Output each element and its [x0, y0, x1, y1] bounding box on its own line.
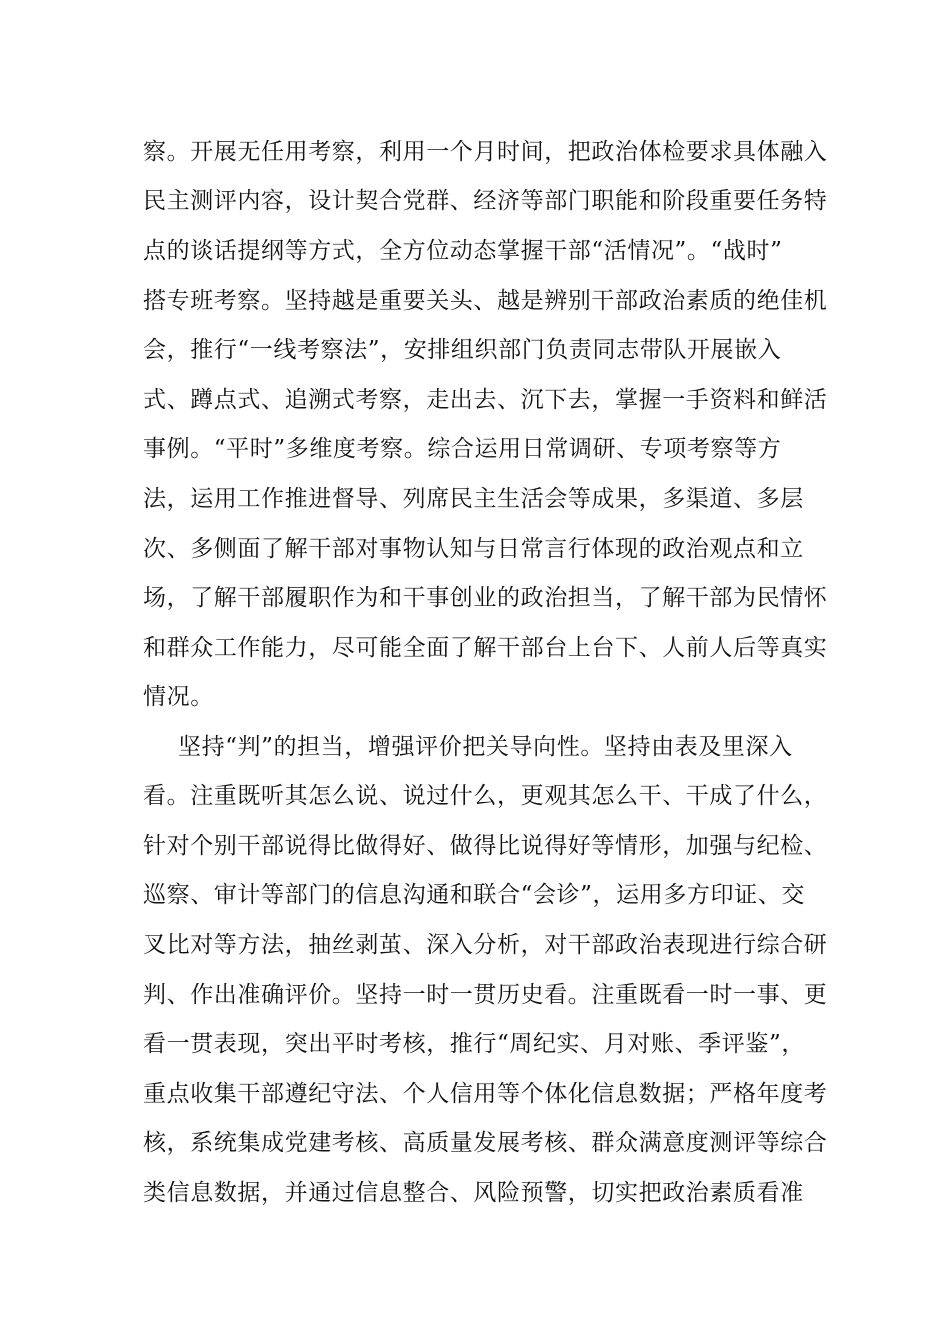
text-line: 搭专班考察。坚持越是重要关头、越是辨别干部政治素质的绝佳机 — [143, 288, 828, 314]
text-line: 叉比对等方法，抽丝剥茧、深入分析，对干部政治表现进行综合研 — [143, 932, 828, 958]
text-line: 法，运用工作推进督导、列席民主生活会等成果，多渠道、多层 — [143, 486, 804, 512]
text-line: 针对个别干部说得比做得好、做得比说得好等情形，加强与纪检、 — [143, 833, 828, 859]
text-line: 核，系统集成党建考核、高质量发展考核、群众满意度测评等综合 — [143, 1130, 828, 1156]
text-line: 看。注重既听其怎么说、说过什么，更观其怎么干、干成了什么， — [143, 783, 828, 809]
text-line: 察。开展无任用考察，利用一个月时间，把政治体检要求具体融入 — [143, 139, 828, 165]
text-line: 式、蹲点式、追溯式考察，走出去、沉下去，掌握一手资料和鲜活 — [143, 387, 828, 413]
text-line: 点的谈话提纲等方式，全方位动态掌握干部“活情况”。“战时” — [143, 238, 783, 264]
text-line: 事例。“平时”多维度考察。综合运用日常调研、专项考察等方 — [143, 436, 782, 462]
text-line: 会，推行“一线考察法”，安排组织部门负责同志带队开展嵌入 — [143, 337, 782, 363]
text-line: 巡察、审计等部门的信息沟通和联合“会诊”，运用多方印证、交 — [143, 882, 805, 908]
paragraph-first-line: 坚持“判”的担当，增强评价把关导向性。坚持由表及里深入 — [178, 734, 793, 760]
text-line: 次、多侧面了解干部对事物认知与日常言行体现的政治观点和立 — [143, 536, 804, 562]
text-line: 和群众工作能力，尽可能全面了解干部台上台下、人前人后等真实 — [143, 635, 828, 661]
text-line: 判、作出准确评价。坚持一时一贯历史看。注重既看一时一事、更 — [143, 982, 828, 1008]
text-line: 重点收集干部遵纪守法、个人信用等个体化信息数据；严格年度考 — [143, 1081, 828, 1107]
text-line: 类信息数据，并通过信息整合、风险预警，切实把政治素质看准 — [143, 1180, 804, 1206]
text-line: 场，了解干部履职作为和干事创业的政治担当，了解干部为民情怀 — [143, 585, 828, 611]
text-line: 看一贯表现，突出平时考核，推行“周纪实、月对账、季评鉴”， — [143, 1031, 805, 1057]
text-line: 民主测评内容，设计契合党群、经济等部门职能和阶段重要任务特 — [143, 188, 828, 214]
text-line: 情况。 — [143, 684, 214, 710]
